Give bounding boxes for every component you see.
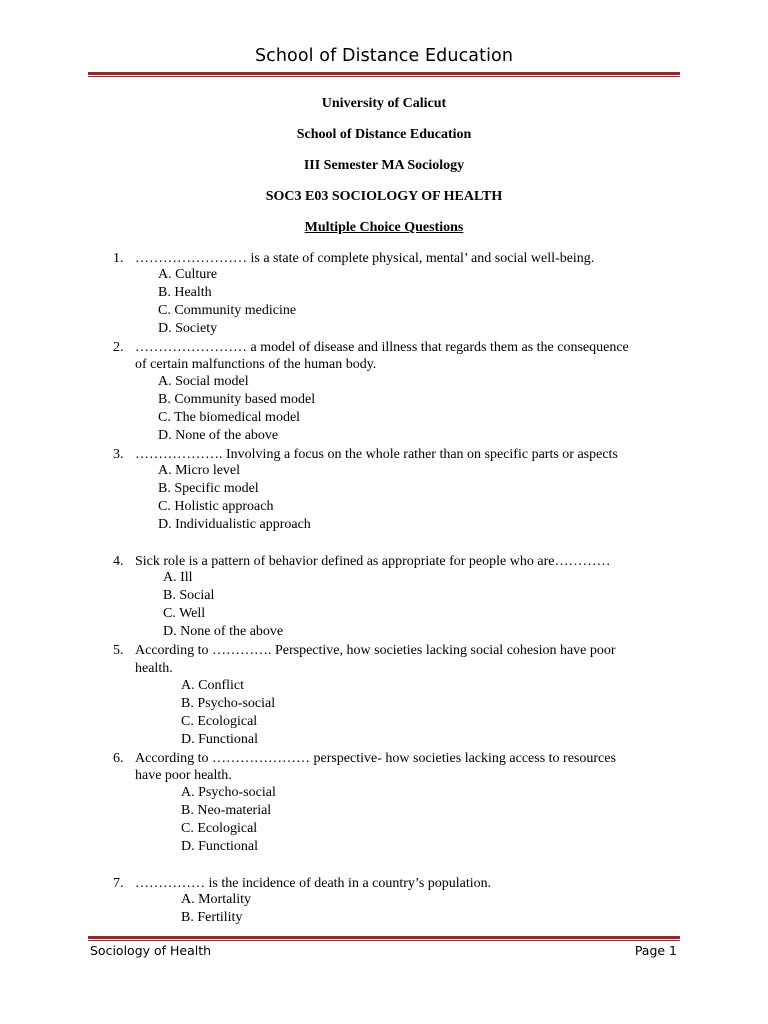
option-d: D. Individualistic approach xyxy=(158,517,311,532)
school-title: School of Distance Education xyxy=(296,127,472,142)
option-a: A. Psycho-social xyxy=(181,785,276,800)
option-c: C. Holistic approach xyxy=(158,499,274,514)
section-heading: Multiple Choice Questions xyxy=(304,220,464,235)
option-b: B. Psycho-social xyxy=(181,696,276,711)
option-d: D. Functional xyxy=(181,732,258,747)
question-text: …………………… is a state of complete physical, mental’ and social well-being. xyxy=(135,251,595,266)
question-number: 1. xyxy=(113,251,124,266)
footer-page-number: Page 1 xyxy=(634,943,677,958)
option-d: D. None of the above xyxy=(158,428,279,443)
option-b: B. Social xyxy=(163,588,215,603)
option-a: A. Social model xyxy=(158,374,249,389)
question-number: 6. xyxy=(113,751,124,766)
question-text: According to …………. Perspective, how societies lacking social cohesion have poor xyxy=(135,643,616,658)
question-text-continued: of certain malfunctions of the human body. xyxy=(135,357,377,372)
question-text: Sick role is a pattern of behavior defined as appropriate for people who are………… xyxy=(135,554,611,569)
option-a: A. Micro level xyxy=(158,463,241,478)
option-c: C. The biomedical model xyxy=(158,410,301,425)
page-header: School of Distance Education xyxy=(254,46,514,66)
university-title: University of Calicut xyxy=(321,96,447,111)
option-c: C. Ecological xyxy=(181,821,258,836)
option-d: D. Functional xyxy=(181,839,258,854)
option-c: C. Community medicine xyxy=(158,303,297,318)
course-title: SOC3 E03 SOCIOLOGY OF HEALTH xyxy=(265,189,503,204)
option-b: B. Health xyxy=(158,285,212,300)
question-text: ………………. Involving a focus on the whole rather than on specific parts or aspects xyxy=(135,447,618,462)
footer-rule xyxy=(88,936,680,941)
option-c: C. Well xyxy=(163,606,206,621)
question-text: According to ………………… perspective- how societies lacking access to resources xyxy=(135,751,616,766)
footer-course-name: Sociology of Health xyxy=(90,943,212,958)
option-a: A. Ill xyxy=(163,570,193,585)
question-text: …………… is the incidence of death in a country’s population. xyxy=(135,876,492,891)
question-number: 2. xyxy=(113,340,124,355)
option-b: B. Neo-material xyxy=(181,803,272,818)
option-a: A. Mortality xyxy=(181,892,251,907)
option-a: A. Conflict xyxy=(181,678,244,693)
option-c: C. Ecological xyxy=(181,714,258,729)
header-rule xyxy=(88,72,680,77)
question-number: 7. xyxy=(113,876,124,891)
question-number: 3. xyxy=(113,447,124,462)
question-number: 4. xyxy=(113,554,124,569)
question-text-continued: health. xyxy=(135,661,173,676)
option-b: B. Community based model xyxy=(158,392,316,407)
option-d: D. Society xyxy=(158,321,218,336)
question-number: 5. xyxy=(113,643,124,658)
question-text-continued: have poor health. xyxy=(135,768,232,783)
question-text: …………………… a model of disease and illness that regards them as the consequence xyxy=(135,340,629,355)
option-b: B. Fertility xyxy=(181,910,243,925)
option-a: A. Culture xyxy=(158,267,218,282)
option-d: D. None of the above xyxy=(163,624,284,639)
semester-title: III Semester MA Sociology xyxy=(303,158,465,173)
option-b: B. Specific model xyxy=(158,481,259,496)
